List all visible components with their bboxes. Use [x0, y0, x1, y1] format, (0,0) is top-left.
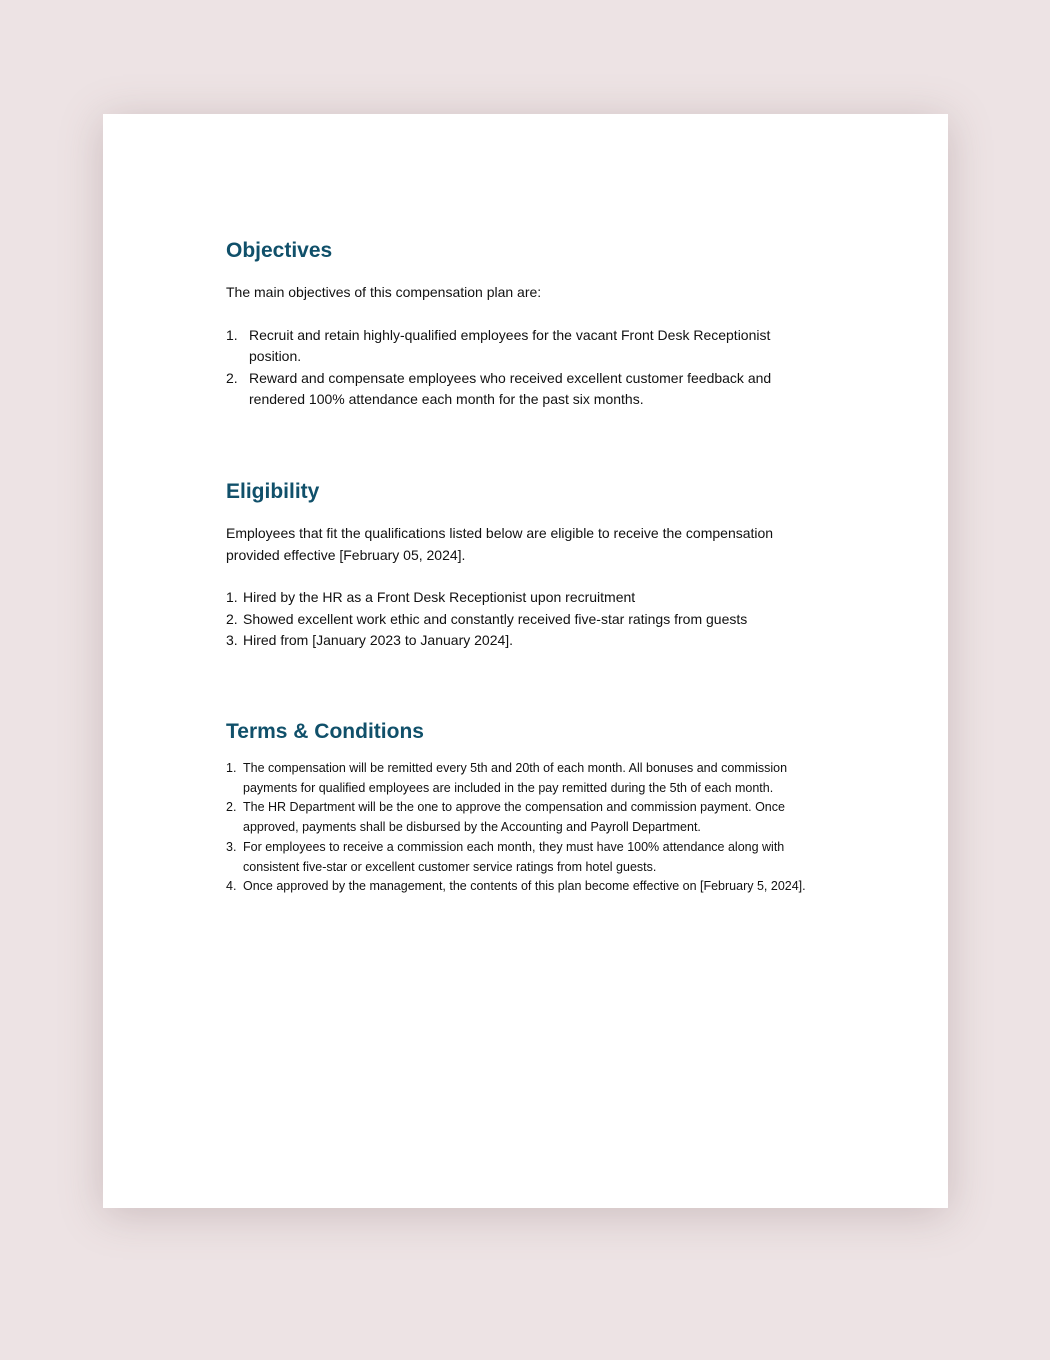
objectives-list [226, 325, 826, 411]
eligibility-section [226, 477, 826, 652]
terms-section [226, 717, 826, 897]
list-number: 1. [226, 761, 237, 775]
document-page [103, 114, 948, 1208]
list-item [226, 798, 826, 837]
list-item-text: The compensation will be remitted every 5th and 20th of each month. All bonuses and commission payments for qualified employees are included in the pay remitted during the 5th of each month. [243, 761, 788, 795]
objectives-section [226, 236, 826, 411]
eligibility-list [226, 587, 826, 652]
list-number: 2. [226, 610, 238, 627]
list-item [226, 368, 826, 411]
list-item [226, 759, 826, 798]
list-item [226, 630, 826, 652]
list-item-text: Reward and compensate employees who received excellent customer feedback and rendered 100% attendance each month for the past six months. [249, 369, 772, 407]
list-item-text: Hired from [January 2023 to January 2024]. [243, 632, 514, 648]
list-number: 4. [226, 879, 237, 894]
list-number: 1. [226, 589, 238, 605]
eligibility-heading: Eligibility [226, 480, 320, 503]
list-item [226, 587, 826, 609]
list-item [226, 838, 826, 877]
list-number: 1. [226, 326, 238, 343]
list-item [226, 877, 826, 897]
eligibility-intro: Employees that fit the qualifications listed below are eligible to receive the compensation provided effective [February 05, 2024]. [226, 525, 774, 563]
list-item-text: Hired by the HR as a Front Desk Receptionist upon recruitment [243, 589, 636, 605]
list-number: 2. [226, 369, 238, 386]
objectives-heading: Objectives [226, 239, 333, 262]
list-item [226, 609, 826, 631]
list-item-text: Once approved by the management, the contents of this plan become effective on [February 5, 2024]. [243, 879, 806, 894]
list-item-text: Recruit and retain highly-qualified employees for the vacant Front Desk Receptionist position. [249, 326, 771, 364]
list-number: 3. [226, 839, 237, 854]
list-number: 3. [226, 632, 238, 648]
list-item-text: Showed excellent work ethic and constantly received five-star ratings from guests [243, 610, 748, 627]
list-item-text: The HR Department will be the one to approve the compensation and commission payment. Once approved, payments shall be disbursed by the Accounting and Payroll Department. [243, 800, 785, 835]
list-item [226, 325, 826, 368]
terms-list [226, 759, 826, 897]
list-number: 2. [226, 800, 237, 815]
objectives-intro: The main objectives of this compensation plan are: [226, 284, 542, 300]
list-item-text: For employees to receive a commission each month, they must have 100% attendance along with consistent five-star or excellent customer service ratings from hotel guests. [243, 839, 785, 874]
terms-heading: Terms & Conditions [226, 720, 424, 743]
